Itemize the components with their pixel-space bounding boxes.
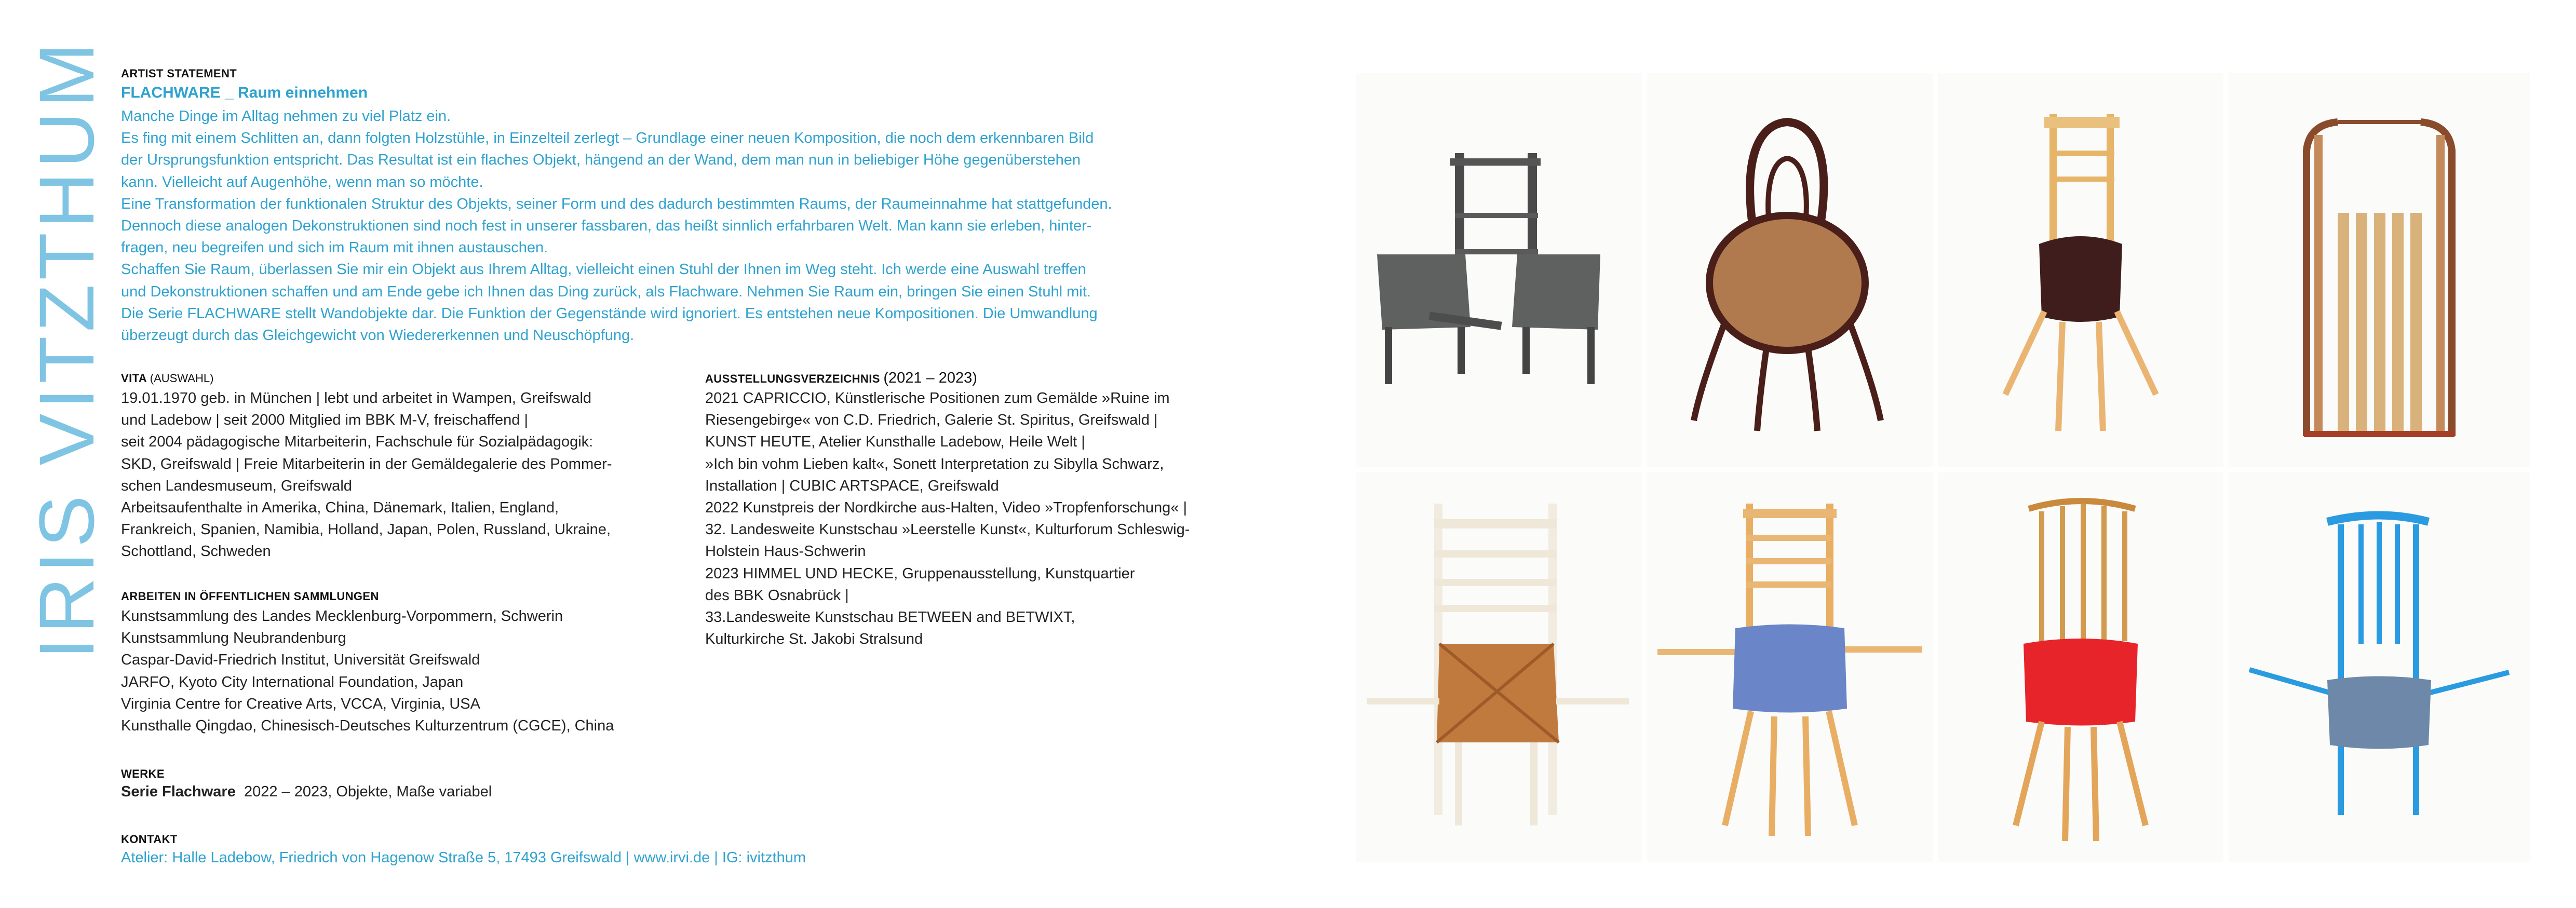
statement-line: der Ursprungsfunktion entspricht. Das Resultat ist ein flaches Objekt, hängend an der Wand, dem man nun in beliebiger Höhe gegenüberstehen — [121, 152, 1081, 169]
vita-line: 19.01.1970 geb. in München | lebt und arbeitet in Wampen, Greifswald — [121, 390, 592, 406]
sledge — [2229, 73, 2530, 467]
exhibitions-heading-suffix: (2021 – 2023) — [883, 370, 977, 386]
exhibition-line: 32. Landesweite Kunstschau »Leerstelle Kunst«, Kulturforum Schleswig- — [705, 521, 1190, 538]
collection-line: Kunstsammlung des Landes Mecklenburg-Vorpommern, Schwerin — [121, 608, 563, 625]
statement-line: Manche Dinge im Alltag nehmen zu viel Platz ein. — [121, 108, 451, 125]
artwork-image-2 — [1647, 73, 1933, 467]
artwork-image-7 — [1938, 472, 2223, 862]
exhibition-line: 33.Landesweite Kunstschau BETWEEN and BETWIXT, — [705, 609, 1075, 626]
artwork-image-4 — [2229, 73, 2530, 467]
statement-title: FLACHWARE _ Raum einnehmen — [121, 84, 368, 101]
artwork-image-1 — [1356, 73, 1642, 467]
vita-body — [121, 387, 612, 563]
statement-line: Dennoch diese analogen Dekonstruktionen sind noch fest in unserer fassbaren, das heißt sinnlich erfahrbaren Welt. Man kann sie erleben, hinter- — [121, 218, 1092, 235]
chair-red-seat — [1938, 472, 2223, 862]
collection-line: JARFO, Kyoto City International Foundation, Japan — [121, 673, 464, 690]
exhibition-line: Installation | CUBIC ARTSPACE, Greifswald — [705, 477, 999, 494]
artwork-image-3 — [1938, 73, 2223, 467]
statement-line: Eine Transformation der funktionalen Struktur des Objekts, seiner Form und des dadurch bestimmten Raums, der Raumeinnahme hat stattgefunden. — [121, 195, 1112, 212]
artwork-image-5 — [1356, 472, 1642, 862]
vita-heading-suffix: (AUSWAHL) — [150, 372, 214, 385]
vita-heading-label: VITA — [121, 372, 147, 385]
collection-line: Kunsthalle Qingdao, Chinesisch-Deutsches Kulturzentrum (CGCE), China — [121, 717, 614, 735]
exhibition-line: »Ich bin vohm Lieben kalt«, Sonett Interpretation zu Sibylla Schwarz, — [705, 455, 1164, 472]
works-title: Serie Flachware — [121, 783, 236, 800]
statement-line: und Dekonstruktionen schaffen und am Ende gebe ich Ihnen das Ding zurück, als Flachware. Nehmen Sie Raum ein, bringen Sie einen Stuhl mit. — [121, 283, 1091, 300]
exhibition-line: des BBK Osnabrück | — [705, 587, 849, 604]
statement-line: Schaffen Sie Raum, überlassen Sie mir ein Objekt aus Ihrem Alltag, vielleicht einen Stuhl der Ihnen im Weg steht. Ich werde eine Auswahl treffen — [121, 261, 1086, 278]
vita-heading — [121, 372, 213, 385]
exhibitions-body — [705, 387, 1190, 650]
chair-dark-grey — [1356, 73, 1642, 467]
exhibition-line: Holstein Haus-Schwerin — [705, 543, 866, 560]
collection-line: Virginia Centre for Creative Arts, VCCA, Virginia, USA — [121, 695, 480, 712]
artwork-image-8 — [2229, 472, 2530, 862]
artist-name-vertical — [23, 38, 110, 662]
exhibition-line: 2023 HIMMEL UND HECKE, Gruppenausstellung, Kunstquartier — [705, 565, 1135, 582]
statement-line: überzeugt durch das Gleichgewicht von Wiedererkennen und Neuschöpfung. — [121, 327, 635, 344]
vita-line: schen Landesmuseum, Greifswald — [121, 477, 352, 494]
chair-dark-seat — [1938, 73, 2223, 467]
vita-line: Schottland, Schweden — [121, 543, 271, 560]
exhibition-line: KUNST HEUTE, Atelier Kunsthalle Ladebow, Heile Welt | — [705, 433, 1085, 451]
artist-name: IRIS VITZTHUM — [23, 38, 110, 659]
statement-line: Die Serie FLACHWARE stellt Wandobjekte dar. Die Funktion der Gegenstände wird ignoriert. Es entstehen neue Kompositionen. Die Umwandlung — [121, 305, 1098, 322]
collections-heading: ARBEITEN IN ÖFFENTLICHEN SAMMLUNGEN — [121, 590, 379, 603]
vita-line: SKD, Greifswald | Freie Mitarbeiterin in der Gemäldegalerie des Pommer- — [121, 455, 612, 472]
artwork-gallery — [1356, 73, 2535, 862]
exhibition-line: 2022 Kunstpreis der Nordkirche aus-Halten, Video »Tropfenforschung« | — [705, 499, 1188, 517]
collection-line: Kunstsammlung Neubrandenburg — [121, 630, 346, 647]
vita-line: Arbeitsaufenthalte in Amerika, China, Dänemark, Italien, England, — [121, 499, 559, 517]
chair-rush-seat — [1356, 472, 1642, 862]
vita-line: seit 2004 pädagogische Mitarbeiterin, Fachschule für Sozialpädagogik: — [121, 433, 594, 451]
statement-line: kann. Vielleicht auf Augenhöhe, wenn man so möchte. — [121, 173, 483, 191]
collections-body — [121, 605, 614, 737]
chair-blue-seat — [1647, 472, 1933, 862]
chair-bentwood — [1647, 73, 1933, 467]
exhibition-line: Kulturkirche St. Jakobi Stralsund — [705, 631, 923, 648]
exhibitions-heading-label: AUSSTELLUNGSVERZEICHNIS — [705, 372, 880, 385]
vita-line: und Ladebow | seit 2000 Mitglied im BBK M-V, freischaffend | — [121, 412, 529, 429]
vita-line: Frankreich, Spanien, Namibia, Holland, Japan, Polen, Russland, Ukraine, — [121, 521, 611, 538]
artwork-image-6 — [1647, 472, 1933, 862]
exhibition-line: Riesengebirge« von C.D. Friedrich, Galerie St. Spiritus, Greifswald | — [705, 412, 1158, 429]
chair-blue-frame — [2229, 472, 2530, 862]
statement-line: Es fing mit einem Schlitten an, dann folgten Holzstühle, in Einzelteil zerlegt – Grundlage einer neuen Komposition, die noch dem erkennbaren Bild — [121, 130, 1094, 147]
statement-heading: ARTIST STATEMENT — [121, 67, 237, 80]
exhibitions-heading — [705, 370, 977, 387]
exhibition-line: 2021 CAPRICCIO, Künstlerische Positionen zum Gemälde »Ruine im — [705, 390, 1170, 406]
collection-line: Caspar-David-Friedrich Institut, Universität Greifswald — [121, 652, 480, 669]
contact-heading: KONTAKT — [121, 833, 178, 846]
works-details: 2022 – 2023, Objekte, Maße variabel — [244, 783, 492, 800]
works-heading: WERKE — [121, 767, 165, 780]
works-line — [121, 783, 492, 801]
contact-text: Atelier: Halle Ladebow, Friedrich von Hagenow Straße 5, 17493 Greifswald | www.irvi.de | IG: ivitzthum — [121, 849, 806, 866]
statement-line: fragen, neu begreifen und sich im Raum mit ihnen austauschen. — [121, 239, 548, 256]
statement-body — [121, 105, 1263, 346]
